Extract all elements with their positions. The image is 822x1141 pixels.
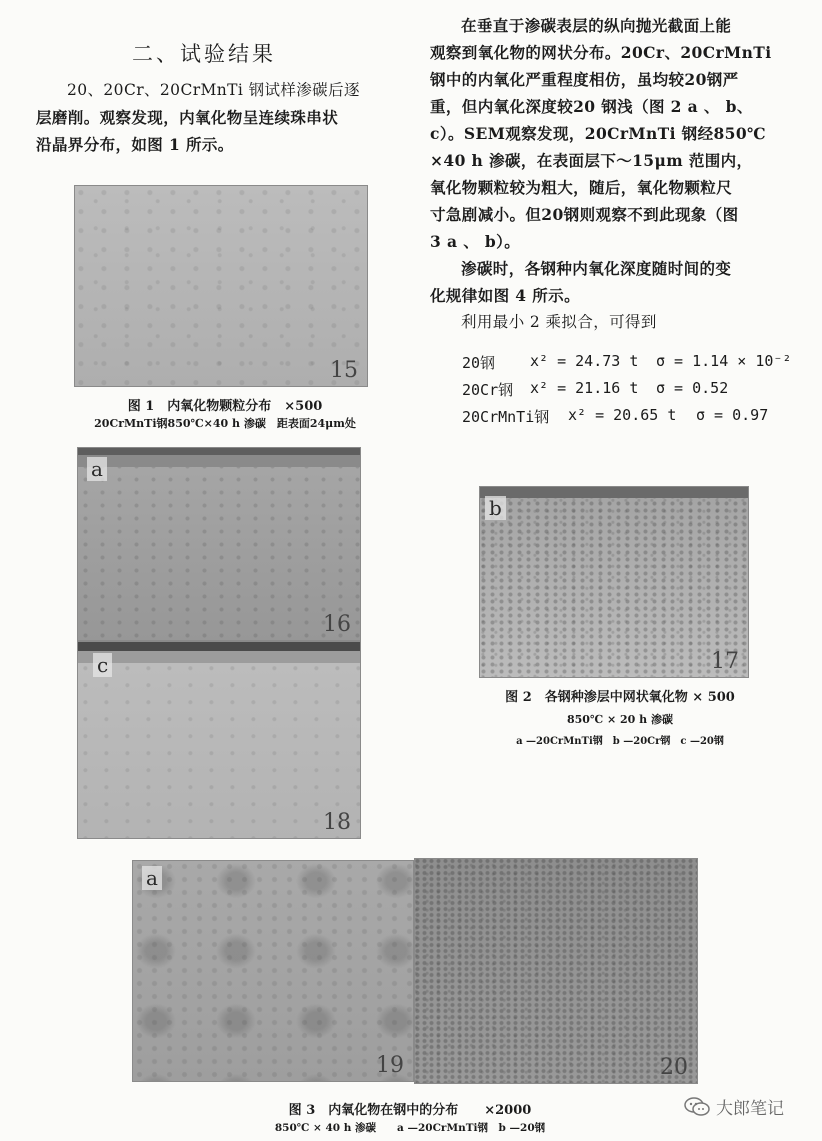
watermark: [684, 1094, 784, 1119]
right-line-7: 氧化物颗粒较为粗大，随后，氧化物颗粒尺: [430, 178, 733, 197]
figure-2a-number: 16: [323, 612, 351, 637]
figure-3b-number: 20: [660, 1055, 688, 1080]
right-line-6: ×40 h 渗碳，在表面层下～15μm 范围内，: [430, 151, 753, 170]
equation-formula: x² = 20.65 t: [568, 406, 677, 424]
right-line-3: 钢中的内氧化严重程度相仿，虽均较20钢严: [430, 70, 739, 89]
equation-sigma: σ = 1.14 × 10⁻²: [656, 352, 792, 370]
equation-steel: 20钢: [462, 354, 496, 372]
equation-row: [462, 352, 792, 379]
section-heading: 二、试验结果: [132, 42, 276, 66]
figure-2-caption-line-3: a —20CrMnTi钢 b —20Cr钢 c —20钢: [516, 736, 724, 747]
figure-3-caption-line-2: 850℃ × 40 h 渗碳 a —20CrMnTi钢 b —20钢: [274, 1122, 546, 1134]
figure-1-photo-number: 15: [330, 358, 358, 383]
right-line-1: 在垂直于渗碳表层的纵向抛光截面上能: [461, 16, 732, 35]
equation-sigma: σ = 0.97: [696, 406, 769, 424]
wechat-icon: [684, 1097, 710, 1117]
left-line-3: 沿晶界分布，如图 1 所示。: [36, 135, 234, 154]
right-paragraph: [430, 12, 790, 336]
equation-steel: 20Cr钢: [462, 381, 514, 399]
figure-1-photo: [74, 185, 368, 387]
watermark-text: 大郎笔记: [716, 1099, 784, 1119]
figure-2b-photo: [479, 486, 749, 678]
equation-formula: x² = 24.73 t: [530, 352, 639, 370]
figure-2c-number: 18: [323, 810, 351, 835]
figure-3a-label: a: [142, 866, 162, 890]
figure-2a-photo: [77, 447, 361, 641]
figure-3-caption-line-1: 图 3 内氧化物在钢中的分布 ×2000: [288, 1103, 532, 1118]
equation-formula: x² = 21.16 t: [530, 379, 639, 397]
right-line-9: 3 a 、 b）。: [430, 232, 521, 251]
left-paragraph: [36, 77, 416, 158]
left-line-1: 20、20Cr、20CrMnTi 钢试样渗碳后逐: [67, 81, 360, 99]
right-line-2: 观察到氧化物的网状分布。20Cr、20CrMnTi: [430, 43, 772, 62]
figure-1-caption: [40, 398, 410, 432]
equation-row: [462, 406, 792, 433]
figure-1-caption-line-2: 20CrMnTi钢850℃×40 h 渗碳 距表面24μm处: [94, 417, 356, 430]
figure-2b-number: 17: [711, 649, 739, 674]
fit-intro: 利用最小 2 乘拟合，可得到: [461, 313, 657, 331]
equation-sigma: σ = 0.52: [656, 379, 729, 397]
figure-2b-label: b: [485, 496, 506, 520]
figure-2c-label: c: [93, 653, 112, 677]
right-para2-line-1: 渗碳时，各钢种内氧化深度随时间的变: [461, 259, 732, 278]
figure-3b-photo: [414, 858, 698, 1084]
figure-3-caption: [230, 1102, 590, 1136]
equation-steel: 20CrMnTi钢: [462, 408, 550, 426]
right-line-5: c）。SEM观察发现，20CrMnTi 钢经850℃: [430, 124, 766, 143]
equations-block: [462, 352, 792, 433]
left-line-2: 层磨削。观察发现，内氧化物呈连续珠串状: [36, 108, 339, 127]
figure-2-caption: [455, 688, 785, 752]
right-para2-line-2: 化规律如图 4 所示。: [430, 286, 580, 305]
figure-2-caption-line-2: 850℃ × 20 h 渗碳: [567, 713, 673, 726]
figure-3a-number: 19: [376, 1053, 404, 1078]
right-line-8: 寸急剧减小。但20钢则观察不到此现象（图: [430, 205, 739, 224]
right-line-4: 重，但内氧化深度较20 钢浅（图 2 a 、 b、: [430, 97, 753, 116]
equation-row: [462, 379, 792, 406]
figure-2a-label: a: [87, 457, 107, 481]
figure-1-caption-line-1: 图 1 内氧化物颗粒分布 ×500: [127, 399, 323, 414]
figure-2c-photo: [77, 641, 361, 839]
figure-3a-photo: [132, 860, 414, 1082]
figure-2-caption-line-1: 图 2 各钢种渗层中网状氧化物 × 500: [505, 690, 735, 705]
